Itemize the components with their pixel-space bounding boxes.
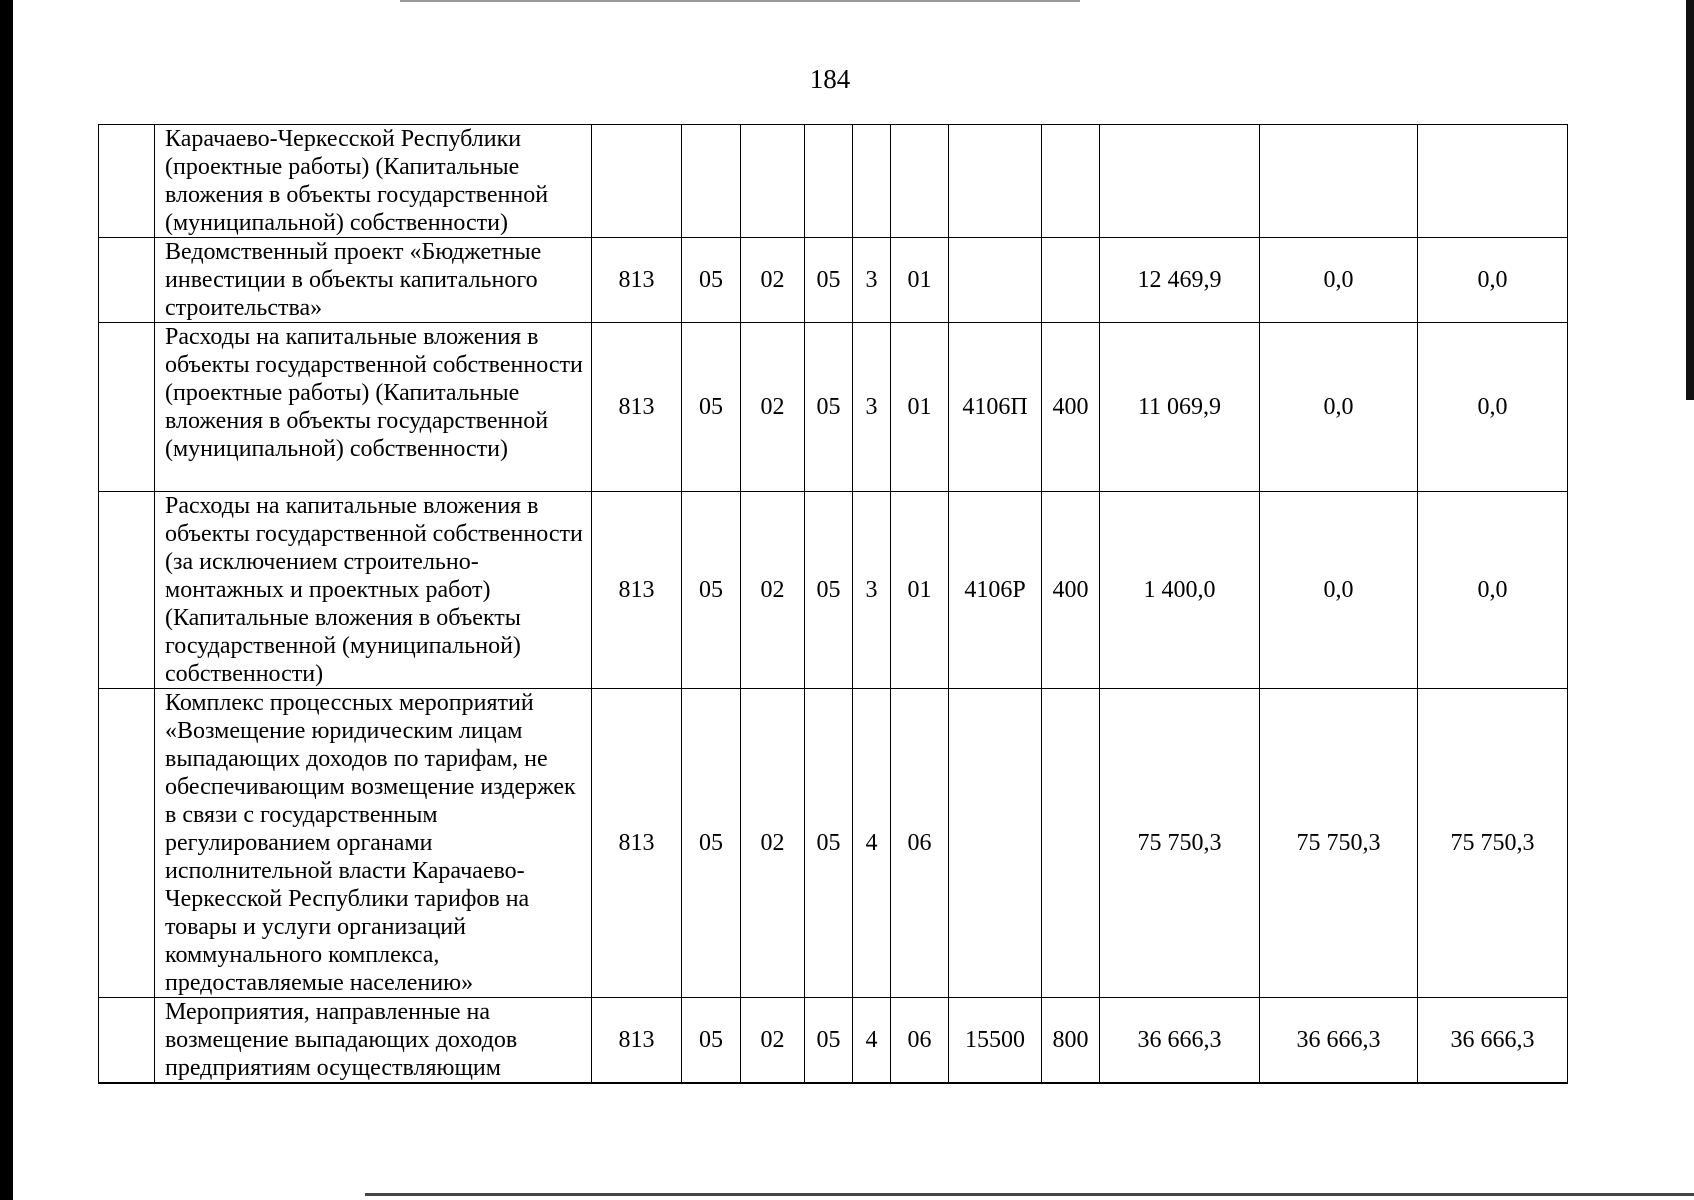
amount-2-cell: 36 666,3 [1260,998,1418,1084]
row-number-cell [99,238,155,323]
amount-2-cell: 0,0 [1260,492,1418,689]
row-number-cell [99,492,155,689]
amount-3-cell: 0,0 [1418,492,1568,689]
subprogram-cell: 3 [853,238,891,323]
target-code-cell: 15500 [949,998,1042,1084]
expense-name-cell: Расходы на капитальные вложения в объекты государственной собственности (проектные работы) (Капитальные вложения в объекты государственной (муниципальной) собственности) [155,323,592,492]
ministry-cell: 813 [592,998,682,1084]
section-cell: 05 [682,689,741,998]
amount-2-cell: 0,0 [1260,323,1418,492]
amount-1-cell [1100,125,1260,238]
section-cell: 05 [682,998,741,1084]
subprogram-cell: 3 [853,323,891,492]
subsection-cell: 02 [741,323,805,492]
row-number-cell [99,998,155,1084]
target-code-cell [949,238,1042,323]
expense-type-cell: 400 [1042,323,1100,492]
amount-1-cell: 11 069,9 [1100,323,1260,492]
subprogram-cell: 4 [853,689,891,998]
table-row [99,323,1568,492]
expense-type-cell: 400 [1042,492,1100,689]
amount-2-cell [1260,125,1418,238]
target-code-cell [949,689,1042,998]
amount-2-cell: 0,0 [1260,238,1418,323]
expense-name-cell: Комплекс процессных мероприятий «Возмещение юридическим лицам выпадающих доходов по тарифам, не обеспечивающим возмещение издержек в связи с государственным регулированием органами исполнительной власти Карачаево-Черкесской Республики тарифов на товары и услуги организаций коммунального комплекса, предоставляемые населению» [155,689,592,998]
expense-name-cell: Расходы на капитальные вложения в объекты государственной собственности (за исключением строительно-монтажных и проектных работ) (Капитальные вложения в объекты государственной (муниципальной) собственности) [155,492,592,689]
subprogram-cell: 4 [853,998,891,1084]
target-code-cell: 4106П [949,323,1042,492]
expense-name-cell: Карачаево-Черкесской Республики (проектные работы) (Капитальные вложения в объекты государственной (муниципальной) собственности) [155,125,592,238]
amount-3-cell: 0,0 [1418,238,1568,323]
table-row [99,492,1568,689]
expense-type-cell: 800 [1042,998,1100,1084]
expense-type-cell [1042,689,1100,998]
program-cell: 05 [805,998,853,1084]
event-cell: 06 [891,689,949,998]
amount-2-cell: 75 750,3 [1260,689,1418,998]
subsection-cell: 02 [741,998,805,1084]
expense-type-cell [1042,238,1100,323]
event-cell: 01 [891,492,949,689]
amount-1-cell: 12 469,9 [1100,238,1260,323]
amount-3-cell: 0,0 [1418,323,1568,492]
scan-edge-bottom [365,1193,1694,1196]
subprogram-cell [853,125,891,238]
section-cell: 05 [682,492,741,689]
program-cell: 05 [805,238,853,323]
amount-1-cell: 36 666,3 [1100,998,1260,1084]
page-number: 184 [809,64,851,94]
event-cell [891,125,949,238]
scan-edge-left [0,0,13,1200]
amount-1-cell: 1 400,0 [1100,492,1260,689]
target-code-cell: 4106Р [949,492,1042,689]
section-cell [682,125,741,238]
subprogram-cell: 3 [853,492,891,689]
event-cell: 01 [891,238,949,323]
program-cell: 05 [805,689,853,998]
event-cell: 06 [891,998,949,1084]
subsection-cell: 02 [741,238,805,323]
table-row [99,998,1568,1084]
subsection-cell: 02 [741,492,805,689]
row-number-cell [99,323,155,492]
table-row [99,238,1568,323]
section-cell: 05 [682,238,741,323]
amount-3-cell: 75 750,3 [1418,689,1568,998]
ministry-cell: 813 [592,492,682,689]
expense-type-cell [1042,125,1100,238]
budget-table [98,124,1568,1084]
program-cell [805,125,853,238]
program-cell: 05 [805,323,853,492]
program-cell: 05 [805,492,853,689]
event-cell: 01 [891,323,949,492]
scan-edge-right [1686,0,1694,400]
target-code-cell [949,125,1042,238]
row-number-cell [99,125,155,238]
expense-name-cell: Ведомственный проект «Бюджетные инвестиции в объекты капитального строительства» [155,238,592,323]
subsection-cell [741,125,805,238]
amount-3-cell [1418,125,1568,238]
subsection-cell: 02 [741,689,805,998]
table-row [99,125,1568,238]
amount-1-cell: 75 750,3 [1100,689,1260,998]
scan-edge-top [400,0,1080,2]
ministry-cell: 813 [592,238,682,323]
row-number-cell [99,689,155,998]
ministry-cell [592,125,682,238]
ministry-cell: 813 [592,323,682,492]
amount-3-cell: 36 666,3 [1418,998,1568,1084]
section-cell: 05 [682,323,741,492]
ministry-cell: 813 [592,689,682,998]
table-row [99,689,1568,998]
expense-name-cell: Мероприятия, направленные на возмещение выпадающих доходов предприятиям осуществляющим [155,998,592,1084]
